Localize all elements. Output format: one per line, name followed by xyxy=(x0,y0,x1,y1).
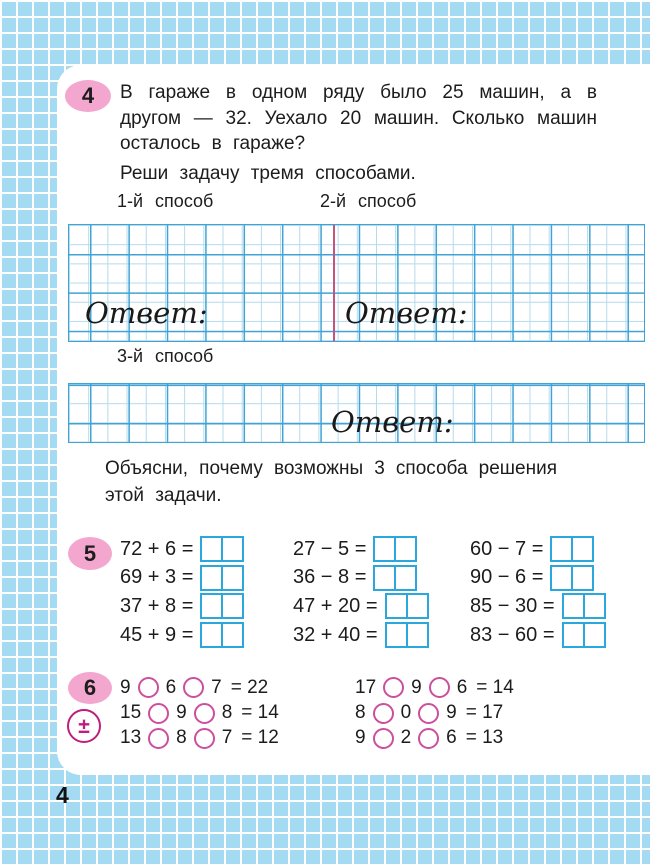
equation-row xyxy=(293,621,429,650)
equation-result: = 14 xyxy=(476,676,514,698)
equation-row xyxy=(470,564,606,593)
operand: 8 xyxy=(176,727,187,749)
answer-box[interactable] xyxy=(373,536,417,562)
problem-4-badge xyxy=(65,80,111,112)
equation-row xyxy=(293,564,429,593)
problem-4-text xyxy=(120,80,597,157)
answer-box[interactable] xyxy=(200,622,244,648)
operand: 9 xyxy=(355,727,366,749)
method-2-label: 2-й способ xyxy=(320,191,417,211)
operand: 8 xyxy=(355,702,366,724)
expression: 37 + 8 = xyxy=(120,594,194,617)
answer-label-1: Ответ: xyxy=(85,296,208,330)
expression: 90 − 6 = xyxy=(470,566,544,589)
problem-6-number: 6 xyxy=(83,675,97,700)
answer-box[interactable] xyxy=(550,536,594,562)
method-1-label: 1-й способ xyxy=(117,191,214,211)
grid-divider-line xyxy=(333,225,335,341)
equation-result: = 14 xyxy=(241,702,279,724)
answer-label-3: Ответ: xyxy=(331,405,454,439)
equation-row xyxy=(470,621,606,650)
method-3-label: 3-й способ xyxy=(117,346,214,366)
operand: 9 xyxy=(446,702,457,724)
plus-minus-icon xyxy=(67,709,101,743)
expression: 45 + 9 = xyxy=(120,623,194,646)
equation-row xyxy=(355,700,514,725)
problem-5-column-1 xyxy=(120,535,244,649)
equation-row xyxy=(120,675,279,700)
operand: 9 xyxy=(120,676,131,698)
equation-row xyxy=(293,592,429,621)
equation-row xyxy=(355,675,514,700)
equation-row xyxy=(120,621,244,650)
problem-5-badge xyxy=(68,537,112,570)
equation-row xyxy=(120,700,279,725)
problem-6-badge xyxy=(68,672,112,704)
problem-4-explain xyxy=(105,455,557,509)
operand: 8 xyxy=(221,702,233,724)
operator-circle[interactable] xyxy=(373,728,394,749)
equation-row xyxy=(355,726,514,751)
answer-box[interactable] xyxy=(200,565,244,591)
solution-grid-1[interactable] xyxy=(68,224,645,342)
problem-4-instruction: Реши задачу тремя способами. xyxy=(120,163,416,184)
equation-row xyxy=(120,564,244,593)
equation-result: = 17 xyxy=(465,702,504,724)
equation-result: = 12 xyxy=(241,727,279,749)
operand: 13 xyxy=(120,727,142,749)
operand: 2 xyxy=(400,727,412,749)
plus-minus-glyph: ± xyxy=(78,714,90,738)
expression: 60 − 7 = xyxy=(470,537,544,560)
problem-6-column-1 xyxy=(120,675,279,751)
expression: 72 + 6 = xyxy=(120,537,194,560)
answer-box[interactable] xyxy=(385,622,429,648)
operand: 6 xyxy=(446,727,457,749)
explain-line: этой задачи. xyxy=(105,485,222,506)
operator-circle[interactable] xyxy=(373,703,394,724)
expression: 32 + 40 = xyxy=(293,623,378,646)
equation-row xyxy=(470,592,606,621)
operator-circle[interactable] xyxy=(418,703,439,724)
problem-4-text-line: осталось в гараже? xyxy=(120,133,306,154)
answer-label-2: Ответ: xyxy=(345,296,468,330)
equation-result: = 22 xyxy=(230,676,269,698)
equation-row xyxy=(120,726,279,751)
operator-circle[interactable] xyxy=(148,703,169,724)
equation-row xyxy=(120,535,244,564)
solution-grid-2[interactable] xyxy=(68,383,645,443)
operator-circle[interactable] xyxy=(418,728,439,749)
operand: 7 xyxy=(221,727,233,749)
operand: 17 xyxy=(355,676,377,698)
operand: 6 xyxy=(456,676,468,698)
expression: 47 + 20 = xyxy=(293,594,378,617)
answer-box[interactable] xyxy=(200,536,244,562)
equation-row xyxy=(470,535,606,564)
operator-circle[interactable] xyxy=(194,728,215,749)
operator-circle[interactable] xyxy=(429,677,450,698)
answer-box[interactable] xyxy=(385,593,429,619)
operand: 7 xyxy=(211,676,222,698)
answer-box[interactable] xyxy=(550,565,594,591)
problem-5-number: 5 xyxy=(83,540,97,566)
operand: 9 xyxy=(411,676,422,698)
expression: 36 − 8 = xyxy=(293,566,367,589)
page-number: 4 xyxy=(56,782,69,808)
expression: 83 − 60 = xyxy=(470,623,555,646)
operator-circle[interactable] xyxy=(148,728,169,749)
answer-box[interactable] xyxy=(562,593,606,619)
equation-row xyxy=(293,535,429,564)
explain-line: Объясни, почему возможны 3 способа решения xyxy=(105,458,557,479)
problem-4-text-line: В гараже в одном ряду было 25 машин, а в xyxy=(120,82,597,103)
problem-5-column-2 xyxy=(293,535,429,649)
operand: 0 xyxy=(400,702,412,724)
content-area xyxy=(57,65,650,775)
answer-box[interactable] xyxy=(373,565,417,591)
equation-result: = 13 xyxy=(465,727,504,749)
operand: 15 xyxy=(120,702,142,724)
operator-circle[interactable] xyxy=(183,677,204,698)
operand: 9 xyxy=(176,702,187,724)
answer-box[interactable] xyxy=(562,622,606,648)
expression: 69 + 3 = xyxy=(120,566,194,589)
expression: 27 − 5 = xyxy=(293,537,367,560)
problem-4-text-line: другом — 32. Уехало 20 машин. Сколько машин xyxy=(120,107,597,129)
operator-circle[interactable] xyxy=(194,703,215,724)
equation-row xyxy=(120,592,244,621)
problem-6-column-2 xyxy=(355,675,514,751)
problem-5-column-3 xyxy=(470,535,606,649)
operator-circle[interactable] xyxy=(383,677,404,698)
operand: 6 xyxy=(165,676,177,698)
problem-4-number: 4 xyxy=(81,83,95,108)
answer-box[interactable] xyxy=(200,593,244,619)
expression: 85 − 30 = xyxy=(470,594,555,617)
operator-circle[interactable] xyxy=(138,677,159,698)
